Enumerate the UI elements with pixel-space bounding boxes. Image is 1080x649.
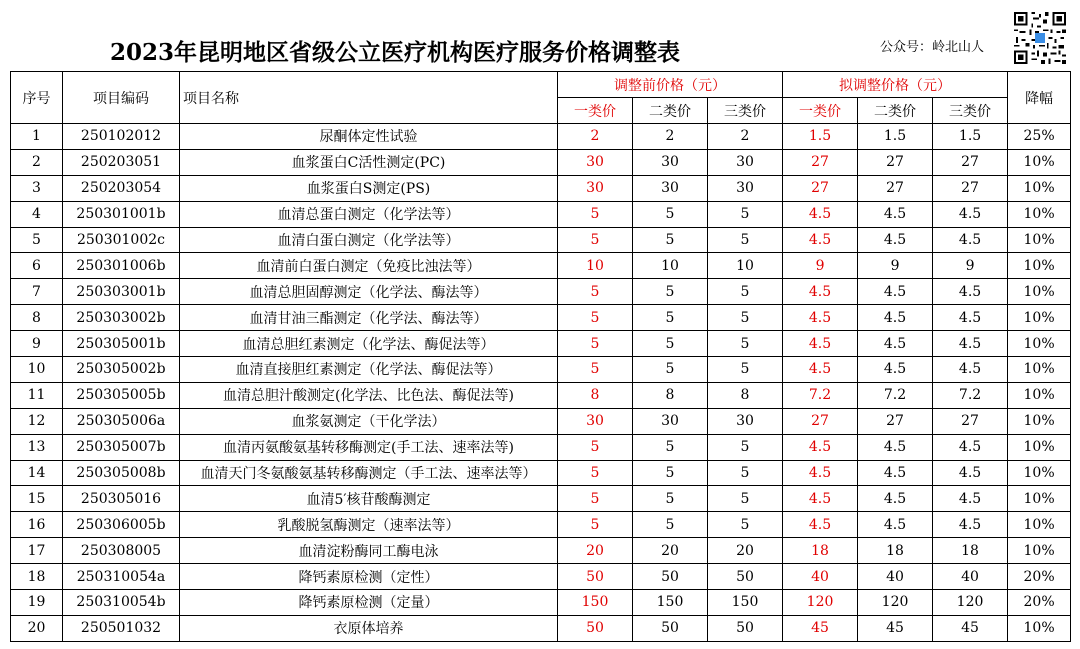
price-table: [10, 71, 1071, 642]
cell-before-class2: 50: [633, 615, 708, 641]
cell-after-class1: 4.5: [783, 357, 858, 383]
cell-before-class2: 5: [633, 486, 708, 512]
cell-before-class3: 5: [708, 227, 783, 253]
cell-after-class3: 4.5: [933, 331, 1008, 357]
cell-code: 250501032: [63, 615, 180, 641]
cell-before-class1: 10: [558, 253, 633, 279]
cell-before-class3: 2: [708, 124, 783, 150]
table-row: [11, 486, 1071, 512]
cell-name: 血清淀粉酶同工酶电泳: [180, 538, 558, 564]
cell-after-class3: 1.5: [933, 124, 1008, 150]
cell-after-class1: 7.2: [783, 382, 858, 408]
cell-after-class3: 27: [933, 408, 1008, 434]
cell-seq: 5: [11, 227, 63, 253]
table-row: [11, 460, 1071, 486]
cell-drop: 10%: [1008, 382, 1071, 408]
cell-after-class2: 4.5: [858, 357, 933, 383]
header-name: 项目名称: [180, 72, 558, 124]
cell-before-class3: 5: [708, 460, 783, 486]
cell-before-class1: 5: [558, 331, 633, 357]
cell-drop: 10%: [1008, 253, 1071, 279]
cell-name: 血清天门冬氨酸氨基转移酶测定（手工法、速率法等）: [180, 460, 558, 486]
cell-before-class1: 5: [558, 486, 633, 512]
cell-seq: 20: [11, 615, 63, 641]
cell-code: 250305002b: [63, 357, 180, 383]
cell-after-class3: 4.5: [933, 434, 1008, 460]
cell-name: 血清总蛋白测定（化学法等）: [180, 201, 558, 227]
cell-before-class2: 50: [633, 564, 708, 590]
cell-name: 血清总胆固醇测定（化学法、酶法等）: [180, 279, 558, 305]
cell-before-class3: 50: [708, 615, 783, 641]
cell-after-class3: 4.5: [933, 486, 1008, 512]
table-row: [11, 408, 1071, 434]
cell-after-class2: 4.5: [858, 331, 933, 357]
cell-after-class2: 4.5: [858, 460, 933, 486]
table-row: [11, 512, 1071, 538]
cell-code: 250305007b: [63, 434, 180, 460]
cell-drop: 25%: [1008, 124, 1071, 150]
cell-drop: 10%: [1008, 460, 1071, 486]
cell-before-class2: 150: [633, 590, 708, 616]
cell-seq: 1: [11, 124, 63, 150]
cell-drop: 10%: [1008, 279, 1071, 305]
cell-before-class3: 30: [708, 175, 783, 201]
cell-after-class1: 4.5: [783, 460, 858, 486]
cell-code: 250203051: [63, 149, 180, 175]
cell-after-class1: 18: [783, 538, 858, 564]
cell-name: 血浆蛋白C活性测定(PC): [180, 149, 558, 175]
cell-before-class1: 150: [558, 590, 633, 616]
cell-seq: 7: [11, 279, 63, 305]
cell-seq: 9: [11, 331, 63, 357]
cell-before-class3: 10: [708, 253, 783, 279]
cell-after-class3: 4.5: [933, 512, 1008, 538]
cell-name: 尿酮体定性试验: [180, 124, 558, 150]
cell-after-class3: 4.5: [933, 227, 1008, 253]
cell-name: 血浆氨测定（干化学法）: [180, 408, 558, 434]
cell-seq: 4: [11, 201, 63, 227]
cell-after-class2: 4.5: [858, 279, 933, 305]
cell-after-class2: 4.5: [858, 434, 933, 460]
cell-after-class1: 4.5: [783, 279, 858, 305]
header-before-class1: 一类价: [558, 98, 633, 124]
cell-after-class1: 9: [783, 253, 858, 279]
table-row: [11, 124, 1071, 150]
cell-seq: 3: [11, 175, 63, 201]
cell-before-class3: 5: [708, 201, 783, 227]
cell-after-class2: 4.5: [858, 512, 933, 538]
header-after-class1: 一类价: [783, 98, 858, 124]
header-before-class3: 三类价: [708, 98, 783, 124]
cell-drop: 10%: [1008, 434, 1071, 460]
cell-after-class3: 4.5: [933, 305, 1008, 331]
cell-before-class1: 30: [558, 175, 633, 201]
cell-after-class1: 40: [783, 564, 858, 590]
cell-after-class3: 9: [933, 253, 1008, 279]
cell-after-class1: 1.5: [783, 124, 858, 150]
cell-before-class2: 5: [633, 279, 708, 305]
cell-drop: 10%: [1008, 149, 1071, 175]
cell-before-class2: 5: [633, 434, 708, 460]
cell-drop: 20%: [1008, 590, 1071, 616]
cell-before-class2: 8: [633, 382, 708, 408]
cell-before-class2: 30: [633, 149, 708, 175]
cell-code: 250306005b: [63, 512, 180, 538]
cell-before-class3: 8: [708, 382, 783, 408]
cell-before-class2: 30: [633, 408, 708, 434]
cell-before-class3: 5: [708, 331, 783, 357]
cell-code: 250303002b: [63, 305, 180, 331]
cell-after-class1: 27: [783, 149, 858, 175]
cell-before-class3: 50: [708, 564, 783, 590]
cell-after-class2: 40: [858, 564, 933, 590]
table-row: [11, 538, 1071, 564]
cell-name: 血清5′核苷酸酶测定: [180, 486, 558, 512]
cell-code: 250301001b: [63, 201, 180, 227]
cell-after-class2: 1.5: [858, 124, 933, 150]
cell-after-class2: 27: [858, 149, 933, 175]
cell-before-class1: 5: [558, 460, 633, 486]
cell-drop: 10%: [1008, 538, 1071, 564]
cell-before-class1: 5: [558, 512, 633, 538]
cell-before-class3: 150: [708, 590, 783, 616]
cell-before-class3: 30: [708, 408, 783, 434]
qr-code-icon: [1012, 10, 1068, 66]
cell-before-class2: 5: [633, 460, 708, 486]
cell-name: 血浆蛋白S测定(PS): [180, 175, 558, 201]
cell-before-class1: 50: [558, 615, 633, 641]
cell-name: 衣原体培养: [180, 615, 558, 641]
cell-drop: 10%: [1008, 512, 1071, 538]
cell-after-class3: 27: [933, 175, 1008, 201]
header-before-price: 调整前价格（元）: [558, 72, 783, 98]
cell-before-class3: 5: [708, 512, 783, 538]
cell-name: 血清丙氨酸氨基转移酶测定(手工法、速率法等): [180, 434, 558, 460]
table-row: [11, 227, 1071, 253]
page-title: 2023年昆明地区省级公立医疗机构医疗服务价格调整表: [110, 39, 681, 66]
cell-name: 降钙素原检测（定性）: [180, 564, 558, 590]
cell-name: 乳酸脱氢酶测定（速率法等）: [180, 512, 558, 538]
cell-after-class1: 27: [783, 175, 858, 201]
cell-drop: 10%: [1008, 175, 1071, 201]
cell-before-class1: 5: [558, 279, 633, 305]
table-row: [11, 175, 1071, 201]
cell-after-class2: 27: [858, 408, 933, 434]
table-row: [11, 564, 1071, 590]
header-code: 项目编码: [63, 72, 180, 124]
table-row: [11, 279, 1071, 305]
cell-drop: 10%: [1008, 615, 1071, 641]
cell-after-class1: 45: [783, 615, 858, 641]
cell-code: 250305001b: [63, 331, 180, 357]
cell-drop: 20%: [1008, 564, 1071, 590]
cell-before-class3: 5: [708, 305, 783, 331]
cell-name: 血清白蛋白测定（化学法等）: [180, 227, 558, 253]
cell-seq: 11: [11, 382, 63, 408]
cell-before-class2: 30: [633, 175, 708, 201]
cell-before-class1: 5: [558, 305, 633, 331]
cell-before-class2: 5: [633, 201, 708, 227]
cell-after-class1: 4.5: [783, 305, 858, 331]
cell-before-class3: 5: [708, 357, 783, 383]
cell-after-class2: 120: [858, 590, 933, 616]
cell-name: 血清直接胆红素测定（化学法、酶促法等）: [180, 357, 558, 383]
cell-name: 血清甘油三酯测定（化学法、酶法等）: [180, 305, 558, 331]
cell-code: 250305005b: [63, 382, 180, 408]
cell-before-class2: 5: [633, 512, 708, 538]
table-row: [11, 615, 1071, 641]
cell-after-class1: 4.5: [783, 331, 858, 357]
cell-drop: 10%: [1008, 408, 1071, 434]
cell-seq: 12: [11, 408, 63, 434]
cell-after-class2: 4.5: [858, 227, 933, 253]
header-before-class2: 二类价: [633, 98, 708, 124]
cell-drop: 10%: [1008, 357, 1071, 383]
cell-after-class3: 7.2: [933, 382, 1008, 408]
cell-seq: 13: [11, 434, 63, 460]
cell-seq: 17: [11, 538, 63, 564]
cell-after-class1: 4.5: [783, 201, 858, 227]
header-seq: 序号: [11, 72, 63, 124]
cell-seq: 18: [11, 564, 63, 590]
cell-before-class1: 50: [558, 564, 633, 590]
cell-code: 250203054: [63, 175, 180, 201]
cell-after-class2: 27: [858, 175, 933, 201]
cell-before-class3: 5: [708, 434, 783, 460]
cell-before-class2: 5: [633, 357, 708, 383]
cell-code: 250301002c: [63, 227, 180, 253]
cell-before-class1: 5: [558, 227, 633, 253]
table-row: [11, 149, 1071, 175]
cell-code: 250308005: [63, 538, 180, 564]
cell-code: 250310054b: [63, 590, 180, 616]
cell-after-class2: 4.5: [858, 486, 933, 512]
cell-drop: 10%: [1008, 331, 1071, 357]
cell-seq: 6: [11, 253, 63, 279]
cell-before-class3: 30: [708, 149, 783, 175]
cell-after-class1: 4.5: [783, 434, 858, 460]
cell-code: 250305016: [63, 486, 180, 512]
cell-after-class2: 4.5: [858, 201, 933, 227]
cell-before-class1: 2: [558, 124, 633, 150]
cell-before-class2: 5: [633, 227, 708, 253]
cell-name: 降钙素原检测（定量）: [180, 590, 558, 616]
cell-code: 250102012: [63, 124, 180, 150]
cell-after-class3: 18: [933, 538, 1008, 564]
cell-after-class2: 18: [858, 538, 933, 564]
cell-after-class2: 4.5: [858, 305, 933, 331]
cell-seq: 2: [11, 149, 63, 175]
cell-seq: 8: [11, 305, 63, 331]
table-row: [11, 305, 1071, 331]
cell-before-class1: 30: [558, 149, 633, 175]
table-row: [11, 382, 1071, 408]
cell-before-class1: 8: [558, 382, 633, 408]
price-table-body: [11, 124, 1071, 642]
cell-before-class1: 30: [558, 408, 633, 434]
cell-after-class3: 4.5: [933, 279, 1008, 305]
cell-after-class3: 45: [933, 615, 1008, 641]
cell-before-class3: 20: [708, 538, 783, 564]
cell-seq: 19: [11, 590, 63, 616]
cell-code: 250301006b: [63, 253, 180, 279]
cell-name: 血清前白蛋白测定（免疫比浊法等）: [180, 253, 558, 279]
cell-after-class3: 120: [933, 590, 1008, 616]
cell-after-class3: 27: [933, 149, 1008, 175]
cell-after-class3: 40: [933, 564, 1008, 590]
header-after-price: 拟调整价格（元）: [783, 72, 1008, 98]
cell-before-class2: 5: [633, 331, 708, 357]
cell-after-class2: 7.2: [858, 382, 933, 408]
cell-after-class3: 4.5: [933, 357, 1008, 383]
cell-after-class3: 4.5: [933, 201, 1008, 227]
cell-before-class2: 5: [633, 305, 708, 331]
cell-seq: 14: [11, 460, 63, 486]
cell-after-class2: 45: [858, 615, 933, 641]
table-row: [11, 253, 1071, 279]
cell-code: 250303001b: [63, 279, 180, 305]
table-row: [11, 434, 1071, 460]
header-after-class3: 三类价: [933, 98, 1008, 124]
cell-before-class1: 5: [558, 201, 633, 227]
cell-after-class1: 4.5: [783, 486, 858, 512]
cell-code: 250310054a: [63, 564, 180, 590]
cell-after-class1: 120: [783, 590, 858, 616]
cell-after-class1: 4.5: [783, 227, 858, 253]
cell-after-class1: 4.5: [783, 512, 858, 538]
cell-drop: 10%: [1008, 201, 1071, 227]
cell-before-class3: 5: [708, 486, 783, 512]
table-row: [11, 357, 1071, 383]
cell-before-class2: 2: [633, 124, 708, 150]
cell-name: 血清总胆汁酸测定(化学法、比色法、酶促法等): [180, 382, 558, 408]
cell-before-class1: 5: [558, 434, 633, 460]
cell-code: 250305008b: [63, 460, 180, 486]
cell-before-class2: 20: [633, 538, 708, 564]
cell-after-class1: 27: [783, 408, 858, 434]
cell-before-class1: 20: [558, 538, 633, 564]
table-row: [11, 201, 1071, 227]
cell-drop: 10%: [1008, 486, 1071, 512]
cell-after-class2: 9: [858, 253, 933, 279]
cell-seq: 16: [11, 512, 63, 538]
account-label: 公众号：岭北山人: [880, 40, 985, 55]
table-row: [11, 331, 1071, 357]
cell-drop: 10%: [1008, 227, 1071, 253]
cell-after-class3: 4.5: [933, 460, 1008, 486]
table-row: [11, 590, 1071, 616]
cell-before-class2: 10: [633, 253, 708, 279]
header-after-class2: 二类价: [858, 98, 933, 124]
cell-code: 250305006a: [63, 408, 180, 434]
cell-before-class3: 5: [708, 279, 783, 305]
cell-drop: 10%: [1008, 305, 1071, 331]
header-drop: 降幅: [1008, 72, 1071, 124]
cell-before-class1: 5: [558, 357, 633, 383]
cell-seq: 15: [11, 486, 63, 512]
cell-name: 血清总胆红素测定（化学法、酶促法等）: [180, 331, 558, 357]
cell-seq: 10: [11, 357, 63, 383]
